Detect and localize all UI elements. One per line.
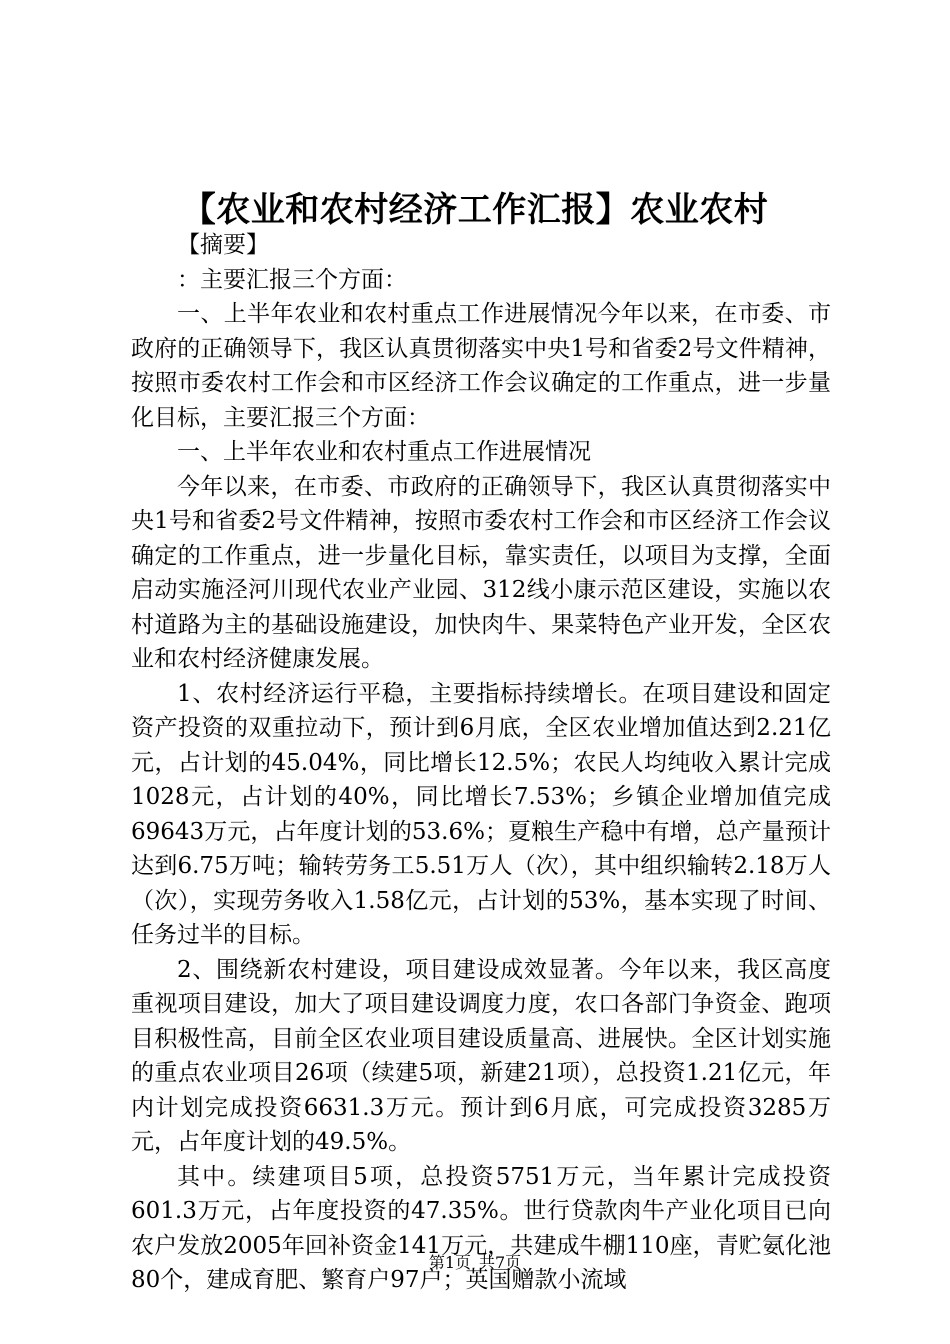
- paragraph: ：主要汇报三个方面：: [177, 266, 407, 293]
- page-number: 第1页: [428, 1253, 471, 1272]
- summary-heading: 【摘要】: [177, 232, 269, 258]
- page-total: 共7页: [479, 1253, 522, 1272]
- paragraph: 今年以来，在市委、市政府的正确领导下，我区认真贯彻落实中央1号和省委2号文件精神，按照市委农村工作会和市区经济工作会议确定的工作重点，进一步量化目标，靠实责任，以项目为支撑，全面启动实施泾河川现代农业产业园、312线小康示范区建设，实施以农村道路为主的基础设施建设，加快肉牛、果菜特色产业开发，全区农业和农村经济健康发展。: [131, 473, 831, 672]
- paragraph: 其中。续建项目5项，总投资5751万元，当年累计完成投资601.3万元，占年度投资的47.35%。世行贷款肉牛产业化项目已向农户发放2005年回补资金141万元，共建成牛棚110座，青贮氨化池80个，建成育肥、繁育户97户；英国赠款小流域: [131, 1163, 831, 1293]
- page-footer: [0, 1252, 950, 1274]
- paragraph: 2、围绕新农村建设，项目建设成效显著。今年以来，我区高度重视项目建设，加大了项目建设调度力度，农口各部门争资金、跑项目积极性高，目前全区农业项目建设质量高、进展快。全区计划实施的重点农业项目26项（续建5项，新建21项），总投资1.21亿元，年内计划完成投资6631.3万元。预计到6月底，可完成投资3285万元，占年度计划的49.5%。: [131, 956, 831, 1155]
- document-title: 【农业和农村经济工作汇报】农业农村: [181, 190, 769, 230]
- document-body: [131, 228, 831, 1298]
- paragraph: 一、上半年农业和农村重点工作进展情况今年以来，在市委、市政府的正确领导下，我区认真贯彻落实中央1号和省委2号文件精神，按照市委农村工作会和市区经济工作会议确定的工作重点，进一步量化目标，主要汇报三个方面：: [131, 301, 831, 431]
- section-heading: 一、上半年农业和农村重点工作进展情况: [177, 439, 591, 465]
- paragraph: 1、农村经济运行平稳，主要指标持续增长。在项目建设和固定资产投资的双重拉动下，预计到6月底，全区农业增加值达到2.21亿元，占计划的45.04%，同比增长12.5%；农民人均纯收入累计完成1028元，占计划的40%，同比增长7.53%；乡镇企业增加值完成69643万元，占年度计划的53.6%；夏粮生产稳中有增，总产量预计达到6.75万吨；输转劳务工5.51万人（次），其中组织输转2.18万人（次），实现劳务收入1.58亿元，占计划的53%，基本实现了时间、任务过半的目标。: [131, 680, 831, 948]
